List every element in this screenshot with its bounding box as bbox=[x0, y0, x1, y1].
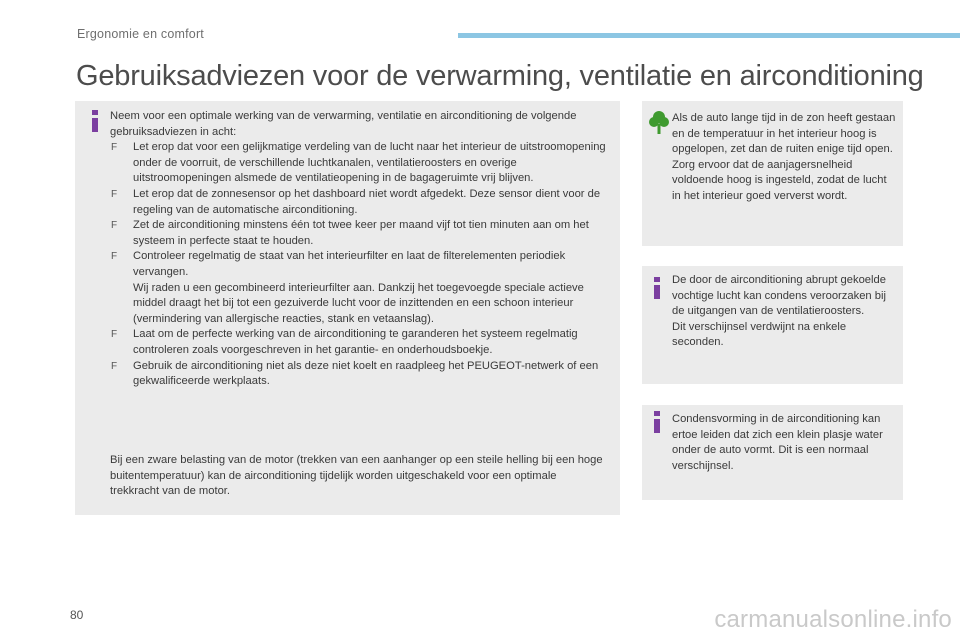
bullet-icon: F bbox=[111, 142, 118, 154]
info-icon bbox=[648, 411, 666, 433]
header-accent-bar bbox=[458, 33, 960, 38]
condens-info-box bbox=[642, 266, 903, 384]
bullet-icon: F bbox=[111, 220, 118, 232]
tip-text: Zet de airconditioning minstens één tot twee keer per maand vijf tot tien minuten aan om het systeem in perfecte staat te houden. bbox=[133, 219, 589, 247]
heavy-load-note: Bij een zware belasting van de motor (trekken van een aanhanger op een steile helling bij een hoge buitentemperatuur) kan de airconditioning tijdelijk worden uitgeschakeld voor een optimale trekkracht van de motor. bbox=[110, 454, 603, 498]
tip-text: Controleer regelmatig de staat van het interieurfilter en laat de filterelementen periodiek vervangen. bbox=[133, 250, 566, 278]
main-advice-box bbox=[75, 101, 620, 515]
bullet-icon: F bbox=[111, 329, 118, 341]
info-icon bbox=[86, 110, 104, 132]
tip-text: Let erop dat de zonnesensor op het dashboard niet wordt afgedekt. Deze sensor dient voor de regeling van de automatische airconditioning. bbox=[133, 187, 601, 216]
page-number: 80 bbox=[70, 608, 84, 622]
filter-note: Wij raden u een gecombineerd interieurfilter aan. Dankzij het toegevoegde speciale actieve middel draagt het bij tot een gezuiverde lucht voor de inzittenden en een schoon interieur (vermindering van allergische reacties, stank en vetaanslag). bbox=[133, 281, 584, 325]
page-title: Gebruiksadviezen voor de verwarming, ventilatie en airconditioning bbox=[76, 60, 924, 92]
condens-info-text: Dit verschijnsel verdwijnt na enkele seconden. bbox=[672, 320, 847, 349]
tip-text: Laat om de perfecte werking van de airconditioning te garanderen het systeem regelmatig controleren zoals voorgeschreven in het garantie- en onderhoudsboekje. bbox=[133, 328, 578, 356]
bullet-icon: F bbox=[111, 188, 118, 200]
list-item bbox=[110, 140, 615, 187]
section-title: Ergonomie en comfort bbox=[77, 27, 204, 41]
condens-info-text: De door de airconditioning abrupt gekoelde vochtige lucht kan condens veroorzaken bij de uitgangen van de ventilatieroosters. bbox=[672, 274, 886, 318]
watermark: carmanualsonline.info bbox=[714, 606, 952, 633]
water-info-box bbox=[642, 405, 903, 500]
bullet-icon: F bbox=[111, 251, 118, 263]
eco-tip-text: Zorg ervoor dat de aanjagersnelheid voldoende hoog is ingesteld, zodat de lucht in het interieur goed ververst wordt. bbox=[672, 158, 887, 202]
bullet-icon: F bbox=[111, 360, 118, 372]
eco-tip-box bbox=[642, 101, 903, 246]
water-info-text: Condensvorming in de airconditioning kan ertoe leiden dat zich een klein plasje water onder de auto vormt. Dit is een normaal verschijnsel. bbox=[672, 413, 883, 472]
list-item bbox=[110, 218, 615, 249]
eco-tree-icon bbox=[649, 110, 669, 134]
list-item bbox=[110, 249, 615, 327]
list-item bbox=[110, 359, 615, 390]
advice-intro: Neem voor een optimale werking van de verwarming, ventilatie en airconditioning de volgende gebruiksadviezen in acht: bbox=[110, 110, 577, 138]
list-item bbox=[110, 187, 615, 218]
advice-list bbox=[110, 140, 615, 390]
tip-text: Let erop dat voor een gelijkmatige verdeling van de lucht naar het interieur de uitstroomopening onder de voorruit, de verschillende luchtkanalen, ventilatieroosters en overige uitstroomopeningen alsmede de ventilatieopening in de bagageruimte vrij blijven. bbox=[133, 141, 606, 185]
tip-text: Gebruik de airconditioning niet als deze niet koelt en raadpleeg het PEUGEOT-netwerk of een gekwalificeerde werkplaats. bbox=[133, 359, 599, 388]
info-icon bbox=[648, 277, 666, 299]
list-item bbox=[110, 327, 615, 358]
eco-tip-text: Als de auto lange tijd in de zon heeft gestaan en de temperatuur in het interieur hoog is opgelopen, zet dan de ruiten enige tijd open. bbox=[672, 112, 896, 156]
